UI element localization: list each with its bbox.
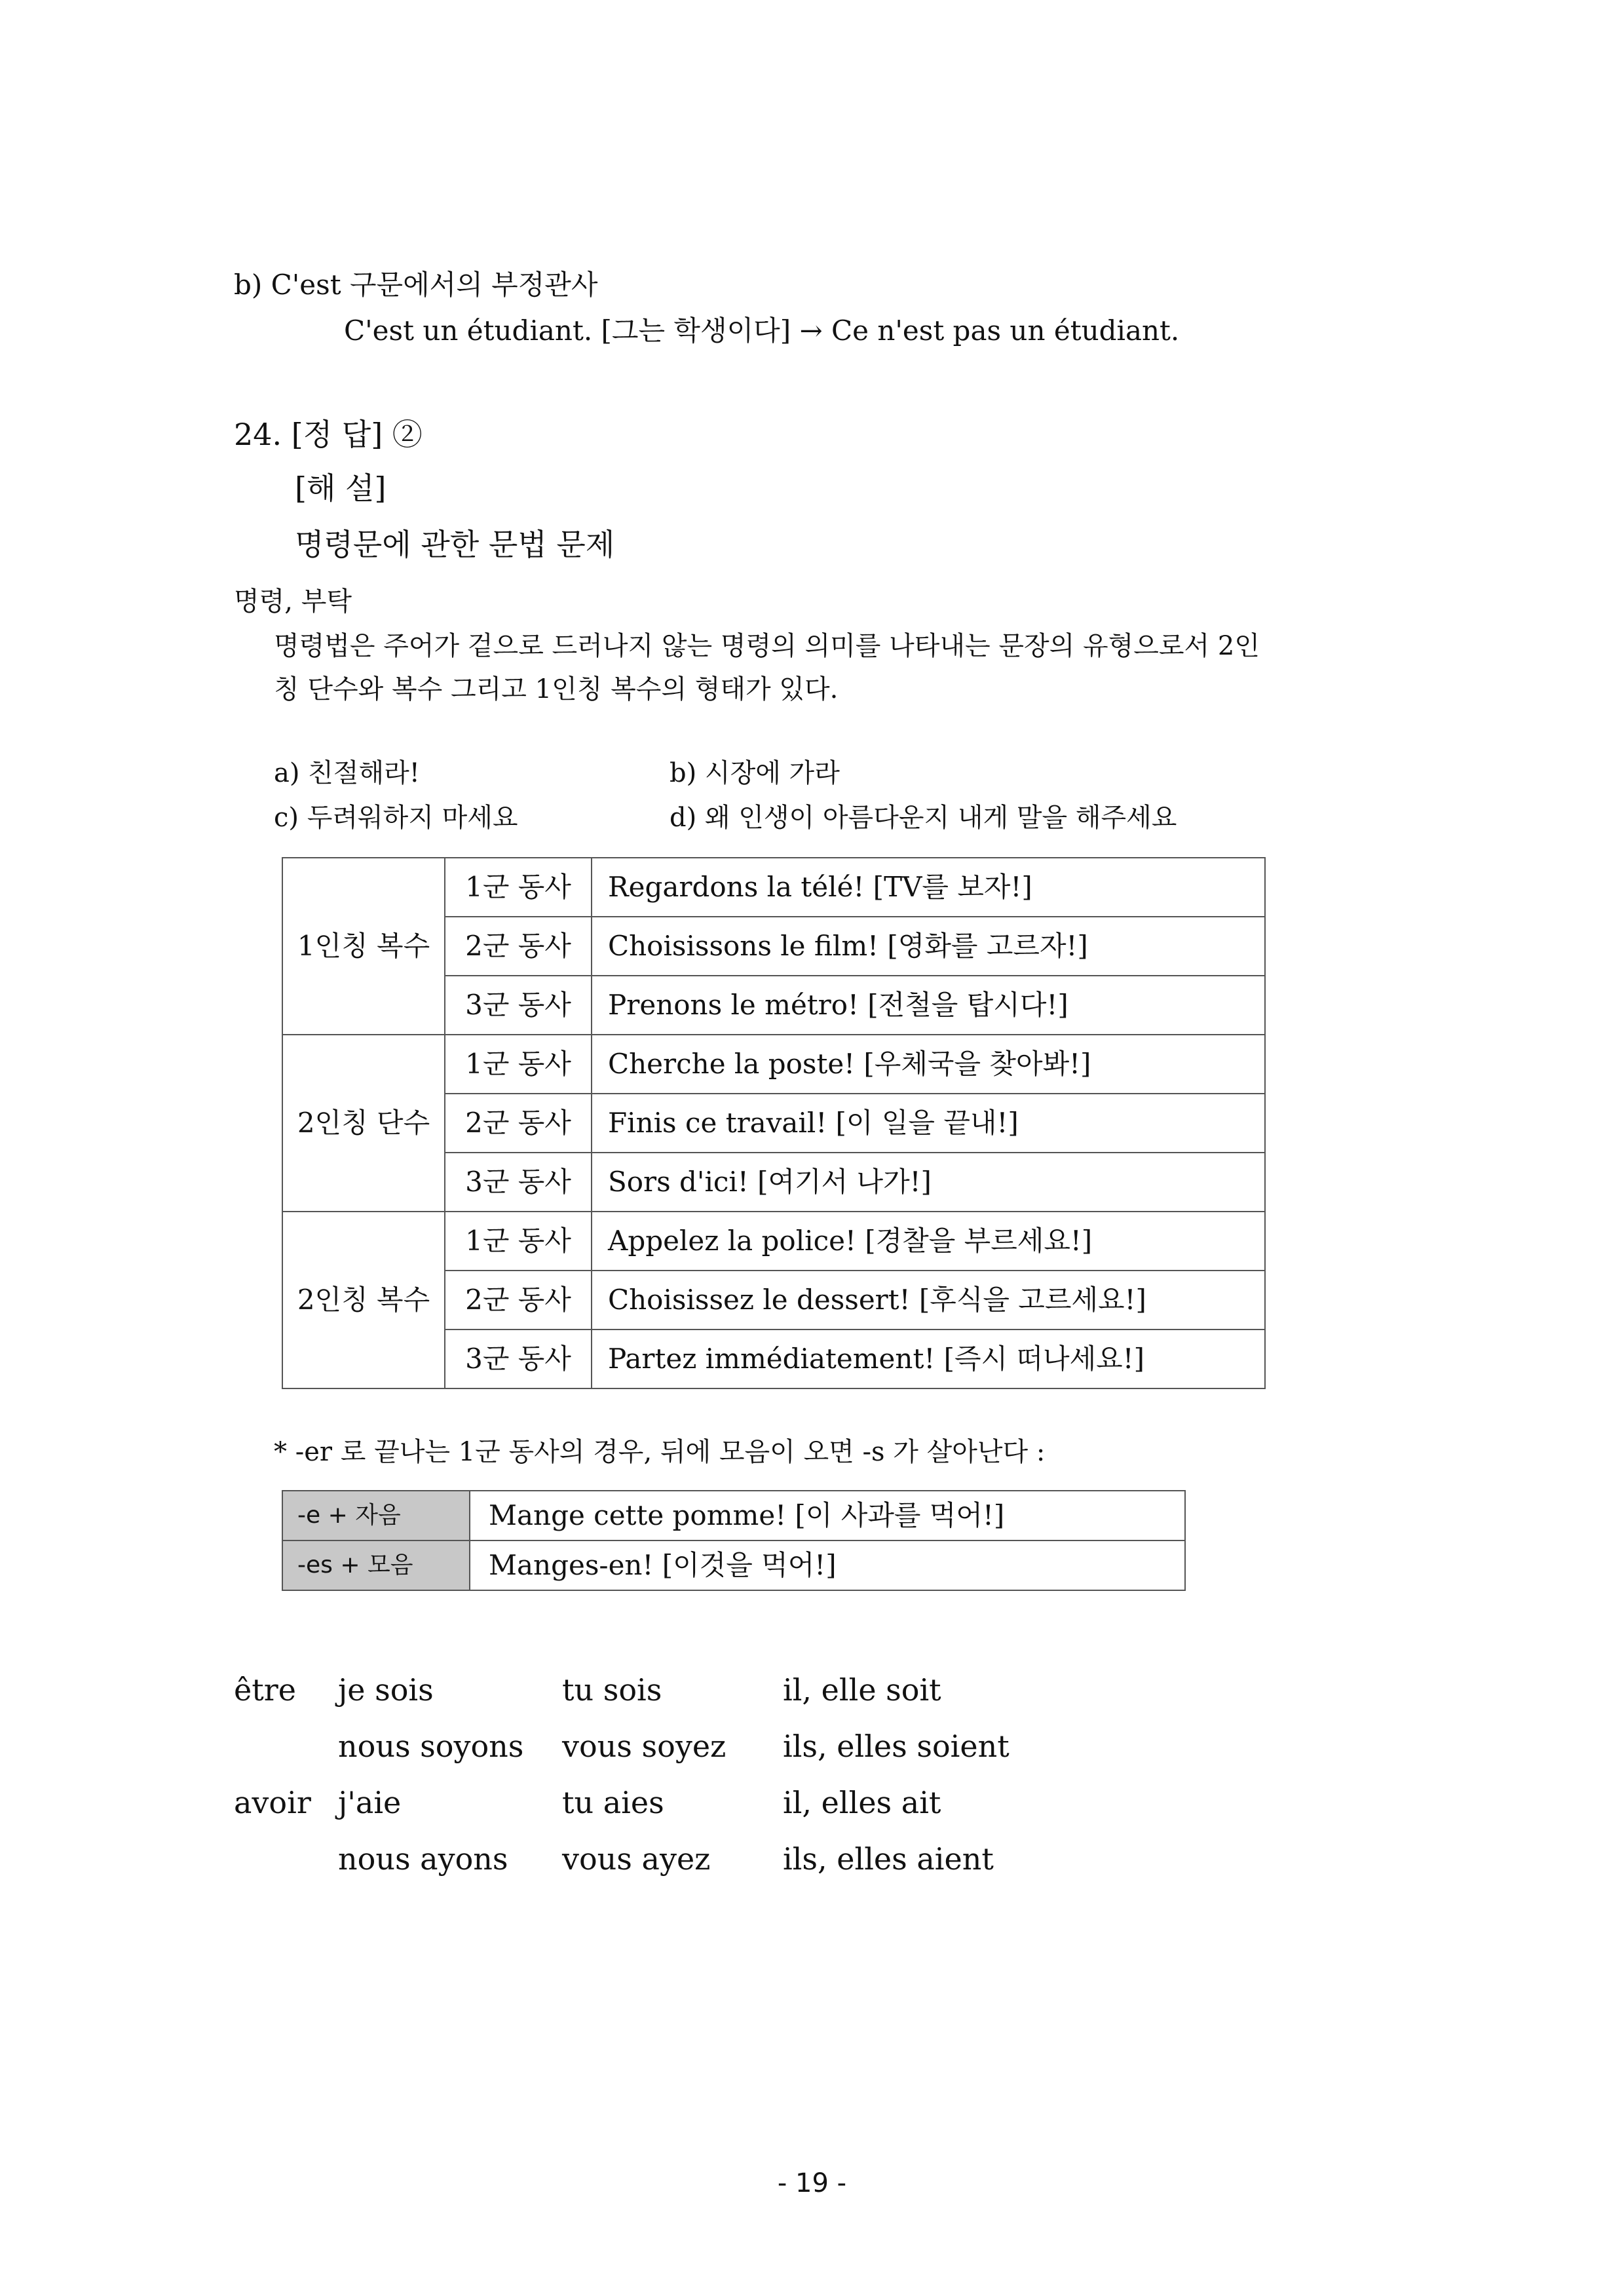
table-row: [282, 858, 1265, 917]
example-cell: Sors d'ici! [여기서 나가!]: [592, 1153, 1265, 1212]
ending-key-cell: -e + 자음: [282, 1491, 470, 1540]
conjugation-cell: tu aies: [562, 1785, 664, 1820]
conjugation-cell: ils, elles soient: [783, 1729, 1010, 1764]
table-row: [282, 1540, 1185, 1590]
example-cell: Choisissons le film! [영화를 고르자!]: [592, 917, 1265, 976]
verb-type-cell: 3군 동사: [445, 976, 592, 1035]
verb-type-cell: 1군 동사: [445, 1212, 592, 1271]
example-a: a) 친절해라!: [274, 758, 420, 788]
conjugation-cell: ils, elles aient: [783, 1841, 994, 1877]
example-cell: Appelez la police! [경찰을 부르세요!]: [592, 1212, 1265, 1271]
conjugation-cell: il, elles ait: [783, 1785, 941, 1820]
example-c: c) 두려워하지 마세요: [274, 803, 518, 833]
ending-example-cell: Mange cette pomme! [이 사과를 먹어!]: [470, 1491, 1185, 1540]
question-number: 24. [정 답] ②: [234, 417, 423, 452]
ending-key-cell: -es + 모음: [282, 1540, 470, 1590]
example-cell: Regardons la télé! [TV를 보자!]: [592, 858, 1265, 917]
example-cell: Cherche la poste! [우체국을 찾아봐!]: [592, 1035, 1265, 1094]
imperative-description-line1: 명령법은 주어가 겉으로 드러나지 않는 명령의 의미를 나타내는 문장의 유형으로서 2인: [274, 631, 1260, 661]
verb-avoir: avoir: [234, 1785, 311, 1820]
verb-type-cell: 1군 동사: [445, 858, 592, 917]
verb-type-cell: 3군 동사: [445, 1330, 592, 1388]
verb-type-cell: 3군 동사: [445, 1153, 592, 1212]
example-cell: Choisissez le dessert! [후식을 고르세요!]: [592, 1271, 1265, 1330]
conjugation-cell: nous soyons: [338, 1729, 524, 1764]
section-b-example: C'est un étudiant. [그는 학생이다] → Ce n'est pas un étudiant.: [344, 315, 1180, 347]
example-d: d) 왜 인생이 아름다운지 내게 말을 해주세요: [670, 803, 1177, 833]
verb-type-cell: 2군 동사: [445, 1094, 592, 1153]
conjugation-cell: vous soyez: [562, 1729, 727, 1764]
explanation-label: [해 설]: [295, 470, 387, 506]
conjugation-cell: vous ayez: [562, 1841, 711, 1877]
verb-type-cell: 2군 동사: [445, 1271, 592, 1330]
verb-type-cell: 1군 동사: [445, 1035, 592, 1094]
person-cell: 2인칭 복수: [282, 1212, 445, 1388]
example-cell: Finis ce travail! [이 일을 끝내!]: [592, 1094, 1265, 1153]
imperative-description-line2: 칭 단수와 복수 그리고 1인칭 복수의 형태가 있다.: [274, 674, 839, 704]
page-number: - 19 -: [777, 2168, 847, 2198]
example-b: b) 시장에 가라: [670, 758, 840, 788]
note-text: * -er 로 끝나는 1군 동사의 경우, 뒤에 모음이 오면 -s 가 살아난다 :: [274, 1437, 1046, 1467]
conjugation-cell: nous ayons: [338, 1841, 508, 1877]
example-cell: Prenons le métro! [전철을 탑시다!]: [592, 976, 1265, 1035]
conjugation-cell: je sois: [338, 1672, 434, 1708]
ending-example-cell: Manges-en! [이것을 먹어!]: [470, 1540, 1185, 1590]
conjugation-cell: tu sois: [562, 1672, 662, 1708]
imperative-table: [282, 857, 1266, 1389]
table-row: [282, 1035, 1265, 1094]
table-row: [282, 1491, 1185, 1540]
person-cell: 2인칭 단수: [282, 1035, 445, 1212]
endings-table: [282, 1490, 1186, 1591]
person-cell: 1인칭 복수: [282, 858, 445, 1035]
question-topic: 명령문에 관한 문법 문제: [295, 527, 615, 562]
conjugation-cell: j'aie: [338, 1785, 402, 1820]
verb-etre: être: [234, 1672, 296, 1708]
conjugation-cell: il, elle soit: [783, 1672, 941, 1708]
table-row: [282, 1212, 1265, 1271]
verb-type-cell: 2군 동사: [445, 917, 592, 976]
example-cell: Partez immédiatement! [즉시 떠나세요!]: [592, 1330, 1265, 1388]
imperative-heading: 명령, 부탁: [234, 586, 352, 617]
section-b-heading: b) C'est 구문에서의 부정관사: [234, 269, 598, 301]
